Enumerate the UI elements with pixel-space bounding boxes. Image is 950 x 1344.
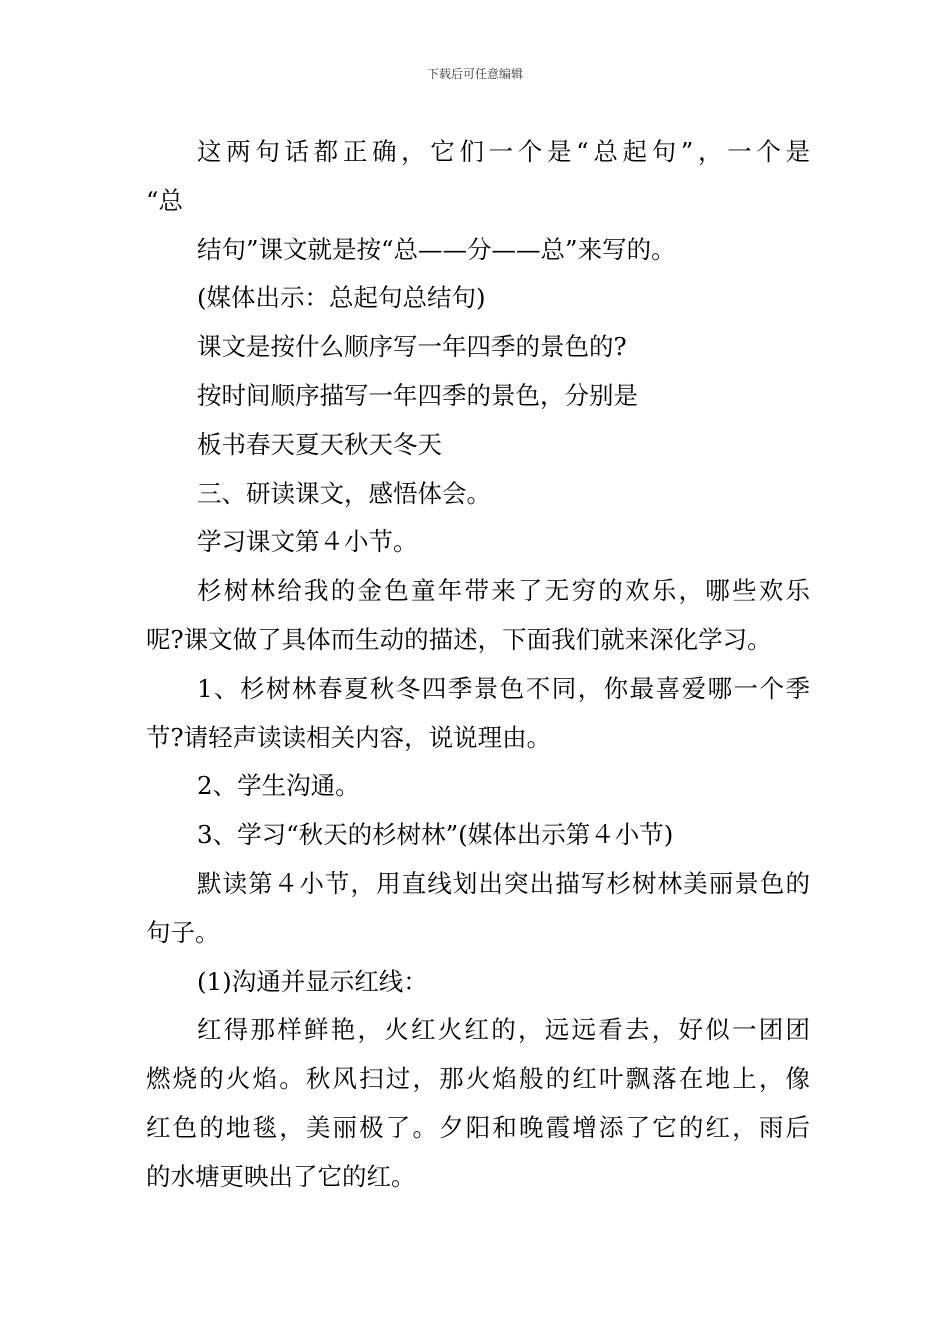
text-line: 按时间顺序描写一年四季的景色，分别是	[197, 380, 638, 410]
text-line: “总	[146, 185, 184, 215]
document-body	[146, 128, 810, 1202]
text-line: 默读第４小节，用直线划出突出描写杉树林美丽景色的	[197, 868, 810, 898]
text-line: 的水塘更映出了它的红。	[146, 1161, 416, 1191]
text-line: 板书春天夏天秋天冬天	[197, 429, 442, 459]
text-line: (媒体出示：总起句总结句)	[197, 283, 486, 313]
text-line: 学习课文第４小节。	[197, 527, 418, 557]
text-line: 红得那样鲜艳，火红火红的，远远看去，好似一团团	[197, 1015, 810, 1045]
text-line: 课文是按什么顺序写一年四季的景色的?	[197, 332, 627, 362]
text-line: 燃烧的火焰。秋风扫过，那火焰般的红叶飘落在地上，像	[146, 1064, 810, 1094]
text-line: 1、杉树林春夏秋冬四季景色不同，你最喜爱哪一个季	[197, 673, 810, 703]
text-line: 红色的地毯，美丽极了。夕阳和晚霞增添了它的红，雨后	[146, 1112, 810, 1142]
text-line: (1)沟通并显示红线：	[197, 966, 428, 996]
text-line: 节?请轻声读读相关内容，说说理由。	[146, 722, 552, 752]
text-line: 句子。	[146, 917, 220, 947]
text-line: 3、学习“秋天的杉树林”(媒体出示第４小节)	[197, 820, 674, 850]
page-header: 下载后可任意编辑	[426, 67, 523, 81]
text-line: 这两句话都正确，它们一个是“总起句”，一个是	[197, 137, 810, 166]
text-line: 三、研读课文，感悟体会。	[197, 478, 491, 508]
text-line: 杉树林给我的金色童年带来了无穷的欢乐，哪些欢乐	[197, 576, 810, 606]
text-line: 结句”课文就是按“总——分——总”来写的。	[197, 234, 676, 264]
text-line: 2、学生沟通。	[197, 771, 360, 801]
text-line: 呢?课文做了具体而生动的描述，下面我们就来深化学习。	[146, 624, 772, 654]
